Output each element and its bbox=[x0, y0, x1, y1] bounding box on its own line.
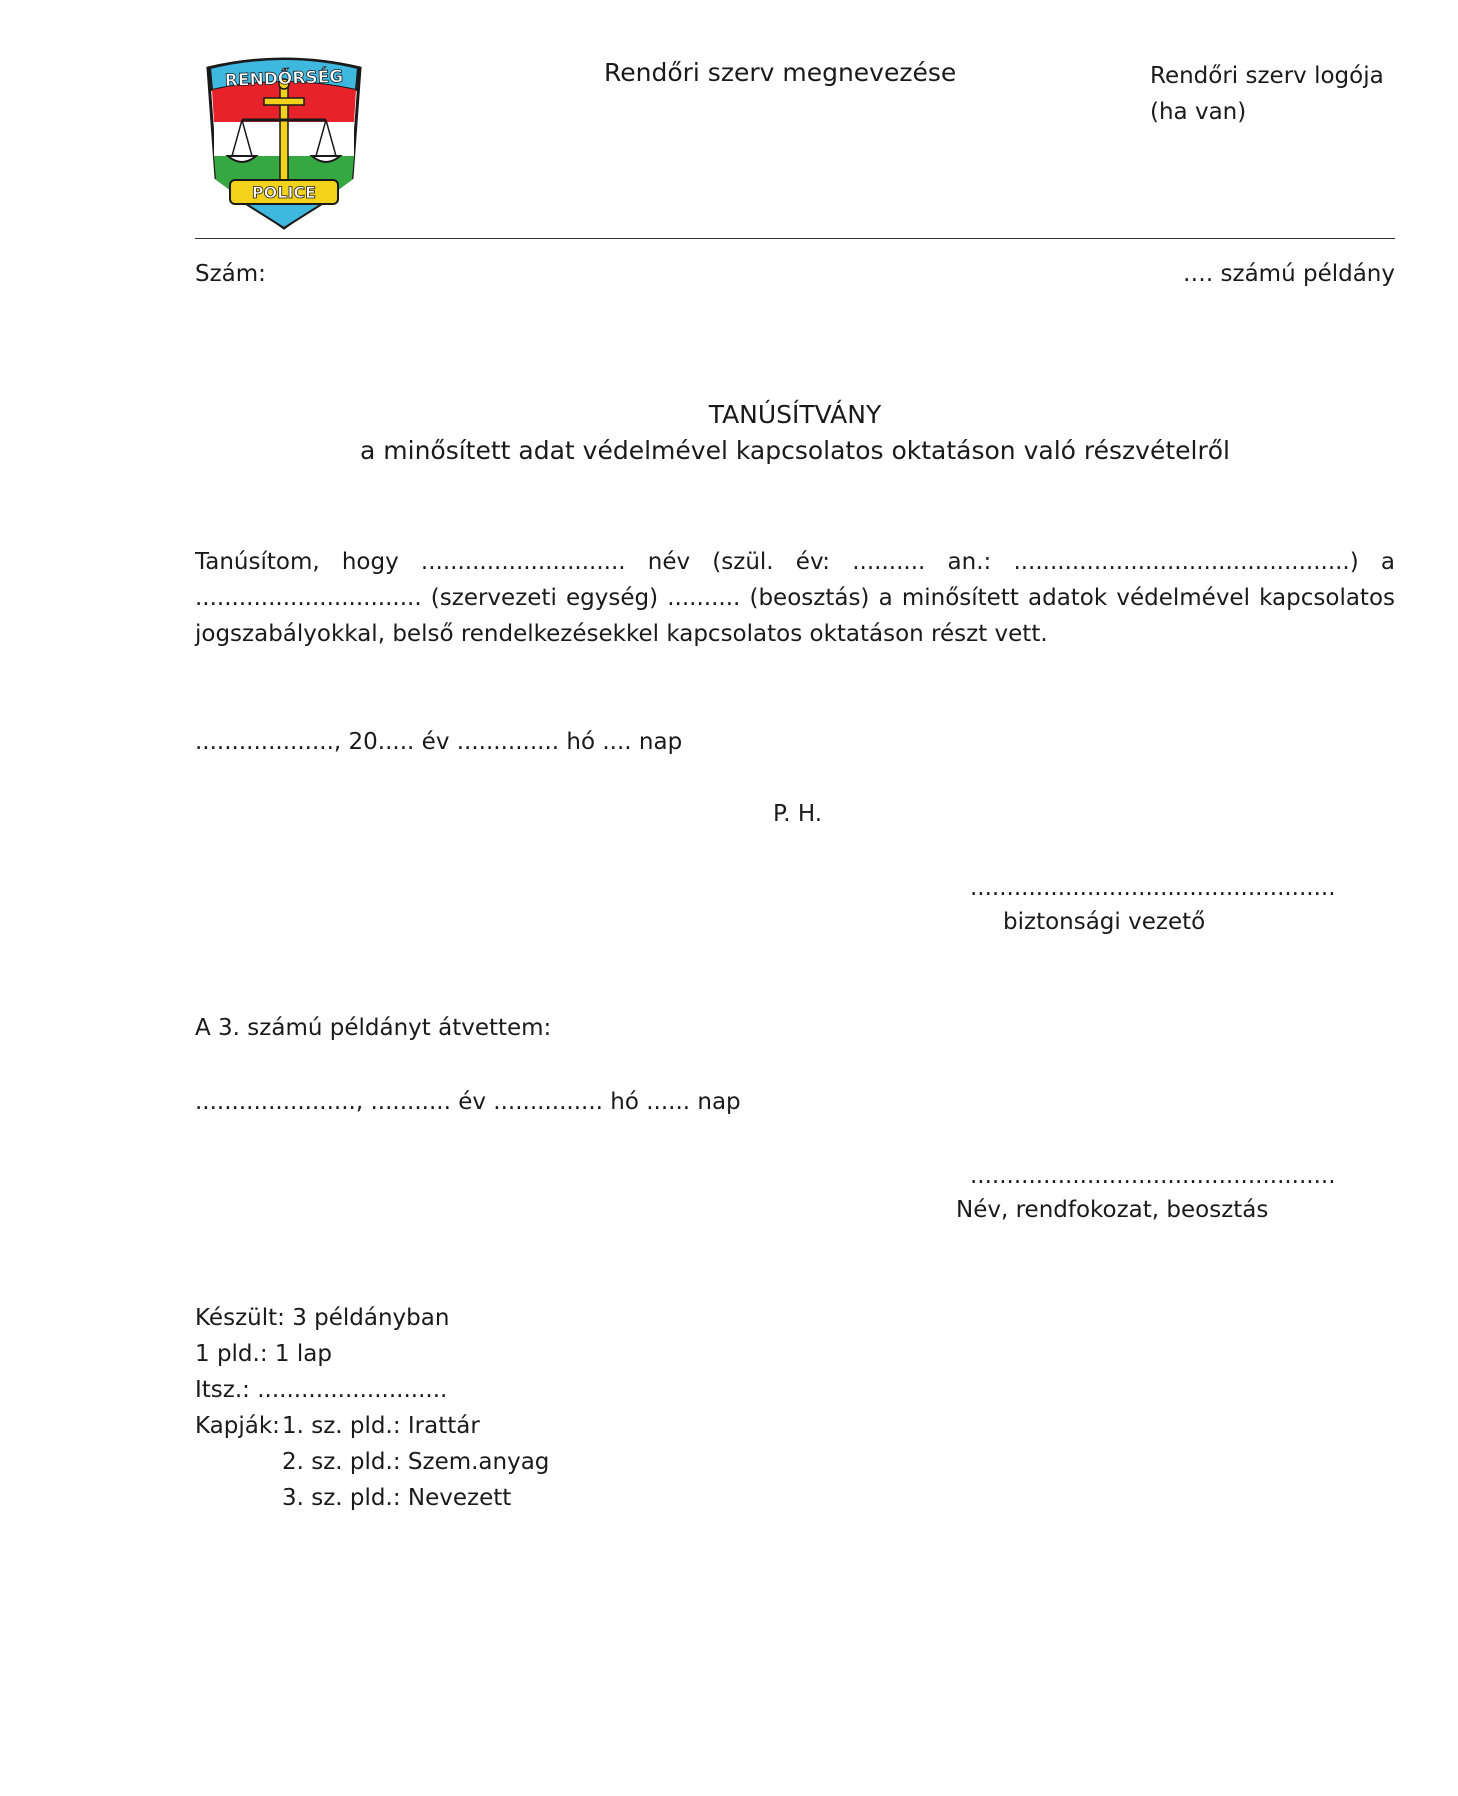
recipients-label: Kapják: bbox=[195, 1413, 280, 1439]
issue-date-line: ..................., 20..... év .............. hó .... nap bbox=[195, 729, 683, 755]
copy-number-label: …. számú példány bbox=[1182, 261, 1395, 287]
security-officer-signature-line: .................................................. bbox=[970, 875, 1336, 901]
police-logo bbox=[202, 28, 366, 232]
certificate-paragraph: Tanúsítom, hogy ............................ név (szül. év: .......... an.: ..............................................) a ............................... (szervezeti egység) .......... (beosztás) a minősített adatok védelmével kapcsolatos jogszabályokkal, belső rendelkezésekkel kapcsolatos oktatáson részt vett. bbox=[195, 549, 1395, 647]
document-title: TANÚSÍTVÁNY bbox=[708, 400, 882, 429]
recipient-signature-label: Név, rendfokozat, beosztás bbox=[956, 1197, 1269, 1223]
recipient-item: 2. sz. pld.: Szem.anyag bbox=[282, 1449, 550, 1475]
copies-made-label: Készült: 3 példányban bbox=[195, 1305, 450, 1331]
security-officer-label: biztonsági vezető bbox=[1003, 909, 1206, 935]
document-subtitle: a minősített adat védelmével kapcsolatos oktatáson való részvételről bbox=[360, 436, 1230, 465]
recipient-signature-line: .................................................. bbox=[970, 1163, 1336, 1189]
logo-label-line1: Rendőri szerv logója bbox=[1150, 63, 1384, 89]
stamp-placeholder: P. H. bbox=[773, 801, 823, 827]
receipt-label: A 3. számú példányt átvettem: bbox=[195, 1015, 552, 1041]
recipient-item: 1. sz. pld.: Irattár bbox=[282, 1413, 480, 1439]
header-divider bbox=[195, 238, 1395, 239]
org-name: Rendőri szerv megnevezése bbox=[604, 58, 957, 87]
receipt-date-line: ......................, ........... év ............... hó ...... nap bbox=[195, 1089, 741, 1115]
svg-text:POLICE: POLICE bbox=[251, 183, 317, 202]
number-label: Szám: bbox=[195, 261, 266, 287]
logo-label-line2: (ha van) bbox=[1150, 99, 1247, 125]
pages-label: 1 pld.: 1 lap bbox=[195, 1341, 332, 1367]
svg-text:RENDŐRSÉG: RENDŐRSÉG bbox=[224, 66, 344, 92]
registry-number-label: Itsz.: .......................... bbox=[195, 1377, 448, 1403]
recipient-item: 3. sz. pld.: Nevezett bbox=[282, 1485, 512, 1511]
logo-placeholder-label bbox=[1150, 58, 1410, 130]
